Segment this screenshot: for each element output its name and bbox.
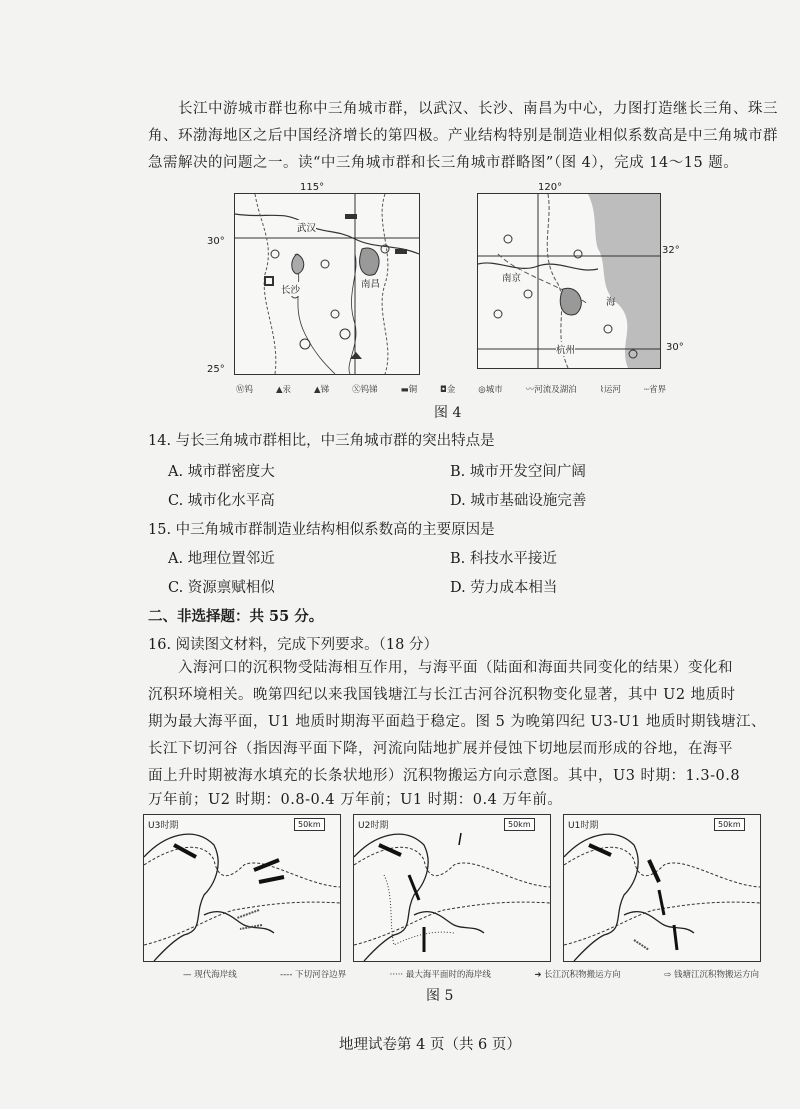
legend-river: 〰河流及湖泊 [525,385,577,395]
q16-text-2: 沉积环境相关。晚第四纪以来我国钱塘江与长江古河谷沉积物变化显著，其中 U2 地质时 [148,687,736,703]
city-nanchang: 南昌 [361,276,380,290]
legend-max-sea-coastline: ····· 最大海平面时的海岸线 [389,970,491,980]
u1-panel-drawing [564,815,760,961]
legend-copper: ▬铜 [400,385,418,395]
u2-panel-drawing [354,815,550,961]
q14-option-d[interactable]: D. 城市基础设施完善 [450,493,587,509]
city-changsha: 长沙 [281,282,300,296]
q14-option-b[interactable]: B. 城市开发空间广阔 [450,464,586,480]
right-map-lon-label: 120° [538,182,563,193]
intro-line-3: 急需解决的问题之一。读“中三角城市群和长三角城市群略图”（图 4），完成 14～15 题。 [148,155,739,171]
q16-stem: 16. 阅读图文材料，完成下列要求。（18 分） [148,637,438,653]
q16-text-1: 入海河口的沉积物受陆海相互作用，与海平面（陆面和海面共同变化的结果）变化和 [178,660,733,676]
q14-option-c[interactable]: C. 城市化水平高 [168,493,275,509]
figure5-panel-u2 [353,814,551,962]
legend-city: ◎城市 [478,385,503,395]
q16-text-4: 长江下切河谷（指因海平面下降，河流向陆地扩展并侵蚀下切地层而形成的谷地，在海平 [148,741,733,757]
u3-panel-drawing [144,815,340,961]
legend-tungsten: Ⓦ钨 [236,385,254,395]
q15-option-d[interactable]: D. 劳力成本相当 [450,580,558,596]
legend-valley-boundary: ---- 下切河谷边界 [280,970,347,980]
figure4-legend [236,383,666,395]
u3-scale: 50km [294,818,325,831]
u3-label: U3时期 [148,821,179,831]
page-footer: 地理试卷第 4 页（共 6 页） [339,1037,521,1053]
figure4-caption: 图 4 [434,405,462,421]
intro-line-1: 长江中游城市群也称中三角城市群，以武汉、长沙、南昌为中心，力图打造继长三角、珠三 [178,101,778,117]
q15-option-a[interactable]: A. 地理位置邻近 [168,551,275,567]
legend-modern-coastline: — 现代海岸线 [183,970,237,980]
section-2-heading: 二、非选择题：共 55 分。 [148,608,324,625]
intro-line-2: 角、环渤海地区之后中国经济增长的第四极。产业结构特别是制造业相似系数高是中三角城市群 [148,128,778,144]
figure5-caption: 图 5 [426,988,454,1004]
q15-option-c[interactable]: C. 资源禀赋相似 [168,580,275,596]
q15-option-b[interactable]: B. 科技水平接近 [450,551,557,567]
left-map-lat-bottom: 25° [207,364,225,375]
legend-gold: ◘金 [440,385,456,395]
legend-qiantang-transport: ⇨ 钱塘江沉积物搬运方向 [664,970,759,980]
left-map-lat-top: 30° [207,236,225,247]
q16-text-6: 万年前；U2 时期：0.8-0.4 万年前；U1 时期：0.4 万年前。 [148,792,563,808]
q14-option-a[interactable]: A. 城市群密度大 [168,464,275,480]
right-map-lat-top: 32° [662,245,680,256]
figure5-panel-u1 [563,814,761,962]
left-map-lon-label: 115° [300,182,325,193]
city-hangzhou: 杭州 [556,342,575,356]
legend-yangtze-transport: ➜ 长江沉积物搬运方向 [534,970,621,980]
u1-scale: 50km [714,818,745,831]
u2-scale: 50km [504,818,535,831]
figure5-panel-u3 [143,814,341,962]
right-map-lat-bottom: 30° [666,342,684,353]
q16-text-5: 面上升时期被海水填充的长条状地形）沉积物搬运方向示意图。其中，U3 时期：1.3-0.8 [148,768,741,784]
q16-text-3: 期为最大海平面，U1 地质时期海平面趋于稳定。图 5 为晚第四纪 U3-U1 地质时期钱塘江、 [148,714,767,730]
city-nanjing: 南京 [502,270,521,284]
legend-mercury: ▲汞 [276,385,292,395]
yangtze-delta-map [477,193,661,369]
central-triangle-map [234,193,420,375]
city-wuhan: 武汉 [297,220,316,234]
central-triangle-map-drawing [235,194,419,374]
q15-stem: 15. 中三角城市群制造业结构相似系数高的主要原因是 [148,522,495,538]
figure5-legend [183,968,759,980]
u2-label: U2时期 [358,821,389,831]
u1-label: U1时期 [568,821,599,831]
legend-antimony: ▲锑 [314,385,330,395]
legend-canal: ⌇运河 [599,385,621,395]
q14-stem: 14. 与长三角城市群相比，中三角城市群的突出特点是 [148,433,495,449]
sea-label: 海 [606,297,616,308]
legend-boundary: ┄省界 [643,385,666,395]
legend-tungsten-antimony: Ⓧ钨锑 [352,385,378,395]
